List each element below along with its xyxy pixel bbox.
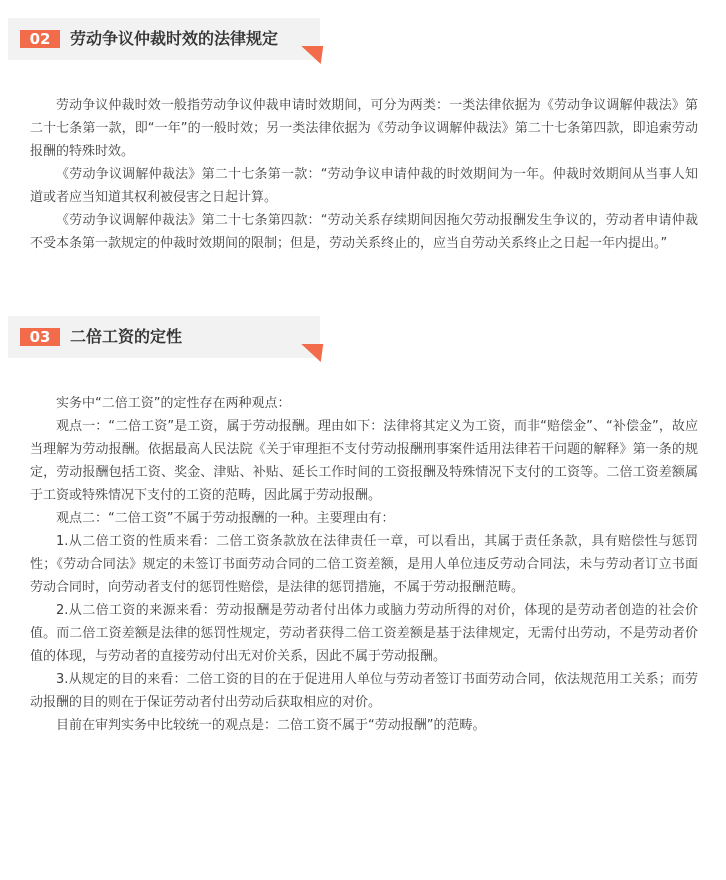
section-body-02 <box>30 94 698 255</box>
paragraph: 2.从二倍工资的来源来看：劳动报酬是劳动者付出体力或脑力劳动所得的对价，体现的是劳动者创造的社会价值。而二倍工资差额是法律的惩罚性规定，劳动者获得二倍工资差额是基于法律规定，无需付出劳动，不是劳动者价值的体现，与劳动者的直接劳动付出无对价关系，因此不属于劳动报酬。 <box>30 603 698 664</box>
paragraph: 观点二：“二倍工资”不属于劳动报酬的一种。主要理由有： <box>56 511 395 526</box>
paragraph: 观点一：“二倍工资”是工资，属于劳动报酬。理由如下：法律将其定义为工资，而非“赔偿金”、“补偿金”，故应当理解为劳动报酬。依据最高人民法院《关于审理拒不支付劳动报酬刑事案件适用法律若干问题的解释》第一条的规定，劳动报酬包括工资、奖金、津贴、补贴、延长工作时间的工资报酬及特殊情况下支付的工资等。二倍工资差额属于工资或特殊情况下支付的工资的范畴，因此属于劳动报酬。 <box>30 419 698 503</box>
paragraph: 1.从二倍工资的性质来看：二倍工资条款放在法律责任一章，可以看出，其属于责任条款，具有赔偿性与惩罚性；《劳动合同法》规定的未签订书面劳动合同的二倍工资差额，是用人单位违反劳动合同法，未与劳动者订立书面劳动合同时，向劳动者支付的惩罚性赔偿，是法律的惩罚措施，不属于劳动报酬范畴。 <box>30 534 698 595</box>
paragraph: 3.从规定的目的来看：二倍工资的目的在于促进用人单位与劳动者签订书面劳动合同，依法规范用工关系；而劳动报酬的目的则在于保证劳动者付出劳动后获取相应的对价。 <box>30 672 698 710</box>
section-title: 劳动争议仲裁时效的法律规定 <box>70 29 279 48</box>
section-header-02 <box>8 18 320 60</box>
section-number: 02 <box>20 30 60 48</box>
paragraph: 《劳动争议调解仲裁法》第二十七条第一款：“劳动争议申请仲裁的时效期间为一年。仲裁时效期间从当事人知道或者应当知道其权利被侵害之日起计算。 <box>30 167 698 205</box>
section-number: 03 <box>20 328 60 346</box>
paragraph: 《劳动争议调解仲裁法》第二十七条第四款：“劳动关系存续期间因拖欠劳动报酬发生争议的，劳动者申请仲裁不受本条第一款规定的仲裁时效期间的限制；但是，劳动关系终止的，应当自劳动关系终止之日起一年内提出。” <box>30 213 698 251</box>
paragraph: 目前在审判实务中比较统一的观点是：二倍工资不属于“劳动报酬”的范畴。 <box>56 718 486 733</box>
section-header-03 <box>8 316 320 358</box>
corner-triangle-icon <box>299 344 324 362</box>
paragraph: 实务中“二倍工资”的定性存在两种观点： <box>56 396 291 411</box>
corner-triangle-icon <box>299 46 324 64</box>
paragraph: 劳动争议仲裁时效一般指劳动争议仲裁申请时效期间，可分为两类：一类法律依据为《劳动争议调解仲裁法》第二十七条第一款，即“一年”的一般时效；另一类法律依据为《劳动争议调解仲裁法》第二十七条第四款，即追索劳动报酬的特殊时效。 <box>30 98 698 159</box>
section-title: 二倍工资的定性 <box>70 327 183 346</box>
section-body-03 <box>30 392 698 737</box>
